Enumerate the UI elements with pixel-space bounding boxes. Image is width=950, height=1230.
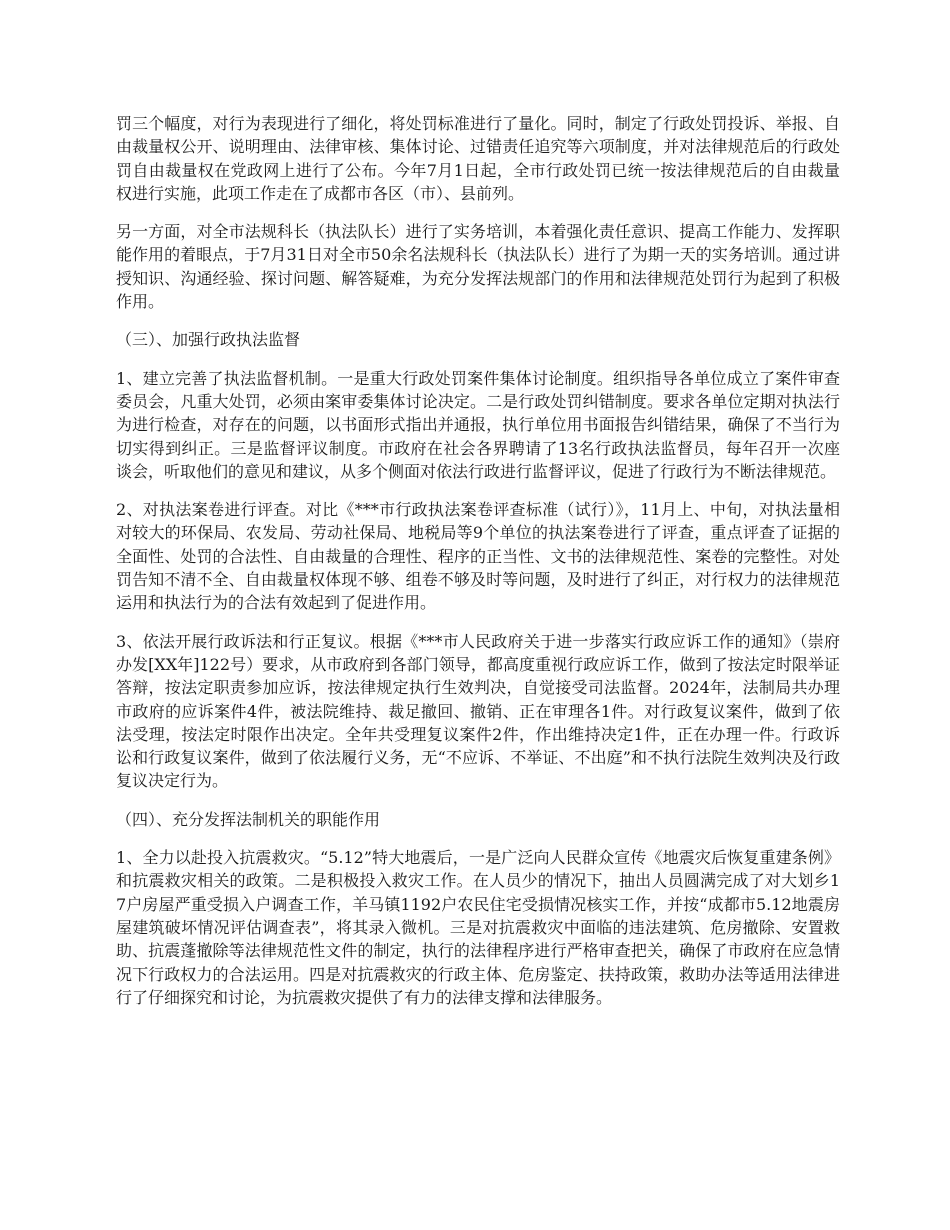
paragraph-supervision-mechanism: 1、建立完善了执法监督机制。一是重大行政处罚案件集体讨论制度。组织指导各单位成立了案件审查委员会，凡重大处罚，必须由案审委集体讨论决定。二是行政处罚纠错制度。要求各单位定期对执法行为进行检查，对存在的问题，以书面形式指出并通报，执行单位用书面报告纠错结果，确保了不当行为切实得到纠正。三是监督评议制度。市政府在社会各界聘请了13名行政执法监督员，每年召开一次座谈会，听取他们的意见和建议，从多个侧面对依法行政进行监督评议，促进了行政行为不断法律规范。 [116, 368, 840, 481]
paragraph-training: 另一方面，对全市法规科长（执法队长）进行了实务培训，本着强化责任意识、提高工作能力、发挥职能作用的着眼点，于7月31日对全市50余名法规科长（执法队长）进行了为期一天的实务培训。通过讲授知识、沟通经验、探讨问题、解答疑难，为充分发挥法规部门的作用和法律规范处罚行为起到了积极作用。 [116, 222, 840, 312]
paragraph-case-file-review: 2、对执法案卷进行评查。对比《***市行政执法案卷评查标准（试行）》，11月上、中旬，对执法量相对较大的环保局、农发局、劳动社保局、地税局等9个单位的执法案卷进行了评查，重点评查了证据的全面性、处罚的合法性、自由裁量的合理性、程序的正当性、文书的法律规范性、案卷的完整性。对处罚告知不清不全、自由裁量权体现不够、组卷不够及时等问题，及时进行了纠正，对行权力的法律规范运用和执法行为的合法有效起到了促进作用。 [116, 500, 840, 613]
paragraph-earthquake-relief: 1、全力以赴投入抗震救灾。“5.12”特大地震后，一是广泛向人民群众宣传《地震灾后恢复重建条例》和抗震救灾相关的政策。二是积极投入救灾工作。在人员少的情况下，抽出人员圆满完成了对大划乡17户房屋严重受损入户调查工作，羊马镇1192户农民住宅受损情况核实工作，并按“成都市5.12地震房屋建筑破坏情况评估调查表”，将其录入微机。三是对抗震救灾中面临的违法建筑、危房撤除、安置救助、抗震蓬撤除等法律规范性文件的制定，执行的法律程序进行严格审查把关，确保了市政府在应急情况下行政权力的合法运用。四是对抗震救灾的行政主体、危房鉴定、扶持政策，救助办法等适用法律进行了仔细探究和讨论，为抗震救灾提供了有力的法律支撑和法律服务。 [116, 848, 840, 1007]
section-heading-4: （四）、充分发挥法制机关的职能作用 [116, 809, 381, 829]
paragraph-discretion-standards: 罚三个幅度，对行为表现进行了细化，将处罚标准进行了量化。同时，制定了行政处罚投诉、举报、自由裁量权公开、说明理由、法律审核、集体讨论、过错责任追究等六项制度，并对法律规范后的行政处罚自由裁量权在党政网上进行了公布。今年7月1日起，全市行政处罚已统一按法律规范后的自由裁量权进行实施，此项工作走在了成都市各区（市）、县前列。 [116, 114, 840, 203]
paragraph-litigation-review: 3、依法开展行政诉法和行正复议。根据《***市人民政府关于进一步落实行政应诉工作的通知》（崇府办发[XX年]122号）要求，从市政府到各部门领导，都高度重视行政应诉工作，做到了按法定时限举证答辩，按法定职责参加应诉，按法律规定执行生效判决，自觉接受司法监督。2024年，法制局共办理市政府的应诉案件4件，被法院维持、裁足撤回、撤销、正在审理各1件。对行政复议案件，做到了依法受理，按法定时限作出决定。全年共受理复议案件2件，作出维持决定1件，正在办理一件。行政诉讼和行政复议案件，做到了依法履行义务，无“不应诉、不举证、不出庭”和不执行法院生效判决及行政复议决定行为。 [116, 631, 840, 791]
document-body [116, 112, 840, 1024]
section-heading-3: （三）、加强行政执法监督 [116, 330, 301, 350]
